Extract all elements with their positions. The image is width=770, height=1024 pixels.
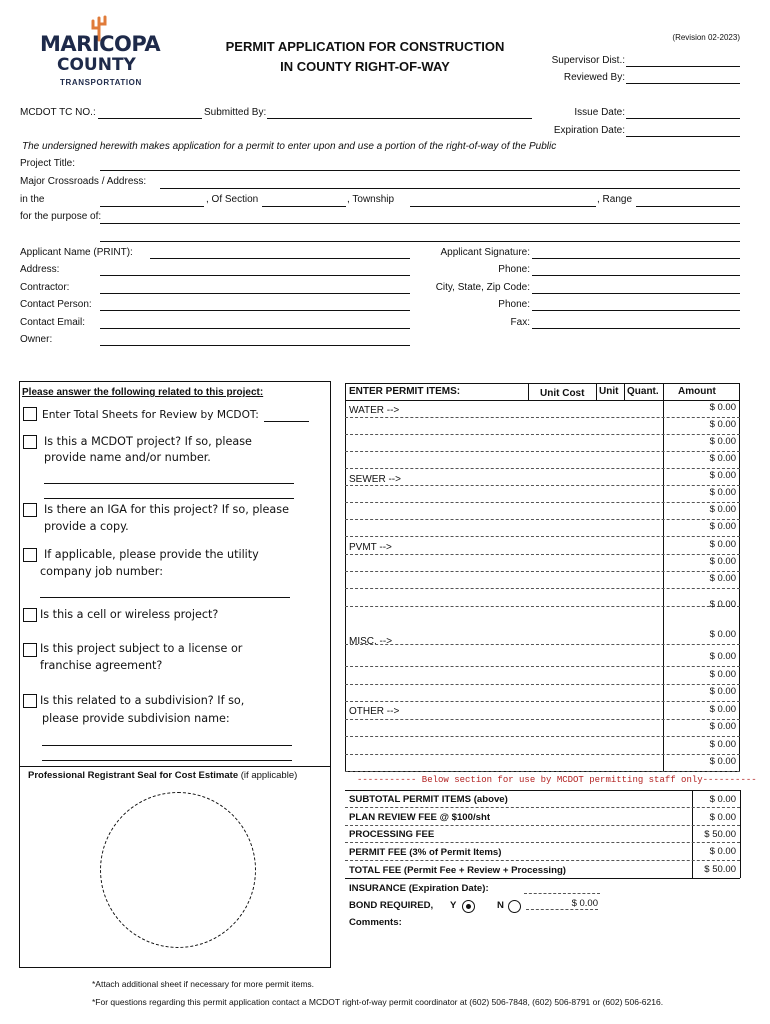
item-amount: $ 0.00	[709, 756, 736, 767]
address-field[interactable]	[100, 275, 410, 276]
logo-line2: COUNTY	[57, 55, 136, 75]
purpose-label: for the purpose of:	[20, 211, 102, 222]
q4-checkbox[interactable]	[23, 548, 37, 562]
q3-text-line1: Is there an IGA for this project? If so, please	[44, 503, 289, 516]
address-label: Address:	[20, 264, 60, 275]
q4-field[interactable]	[40, 597, 290, 598]
q1-checkbox[interactable]	[23, 407, 37, 421]
cat-sewer: SEWER -->	[349, 474, 401, 485]
seal-circle	[100, 792, 256, 948]
fax-field[interactable]	[532, 328, 740, 329]
contact-person-label: Contact Person:	[20, 299, 92, 310]
q3-text-line2: provide a copy.	[44, 520, 129, 533]
item-row[interactable]	[345, 519, 740, 520]
item-amount: $ 0.00	[709, 739, 736, 750]
cat-pvmt: PVMT -->	[349, 542, 392, 553]
item-row[interactable]	[345, 485, 740, 486]
in-the-label: in the	[20, 194, 45, 205]
phone2-field[interactable]	[532, 310, 740, 311]
q6-checkbox[interactable]	[23, 643, 37, 657]
item-amount: $ 0.00	[709, 556, 736, 567]
permit-fee-value: $ 0.00	[709, 846, 736, 857]
permit-fee-label: PERMIT FEE (3% of Permit Items)	[349, 847, 502, 858]
contact-person-field[interactable]	[100, 310, 410, 311]
q3-checkbox[interactable]	[23, 503, 37, 517]
logo-line1: MARICOPA	[40, 32, 161, 56]
range-label: , Range	[597, 194, 633, 205]
item-row[interactable]	[345, 701, 740, 702]
staff-only-note: ----------- Below section for use by MCDOT permitting staff only----------	[357, 775, 757, 785]
processing-label: PROCESSING FEE	[349, 829, 435, 840]
q4-text-line1: If applicable, please provide the utility	[44, 548, 259, 561]
q2-checkbox[interactable]	[23, 435, 37, 449]
of-section-label: , Of Section	[206, 194, 259, 205]
expiration-date-field[interactable]	[626, 136, 740, 137]
bond-no-radio[interactable]	[508, 900, 521, 913]
insurance-field[interactable]	[524, 893, 600, 894]
q6-text-line1: Is this project subject to a license or	[40, 642, 243, 655]
contractor-label: Contractor:	[20, 282, 70, 293]
q2-field-2[interactable]	[44, 498, 294, 499]
owner-field[interactable]	[100, 345, 410, 346]
submitted-by-field[interactable]	[267, 118, 532, 119]
insurance-label: INSURANCE (Expiration Date):	[349, 883, 489, 894]
q7-text-line1: Is this related to a subdivision? If so,	[40, 694, 245, 707]
range-field[interactable]	[636, 206, 740, 207]
phone-label: Phone:	[498, 264, 530, 275]
item-amount: $ 0.00	[709, 487, 736, 498]
q5-checkbox[interactable]	[23, 608, 37, 622]
reviewed-by-label: Reviewed By:	[563, 72, 625, 83]
q2-text-line2: provide name and/or number.	[44, 451, 211, 464]
item-amount: $ 0.00	[709, 721, 736, 732]
item-row[interactable]	[345, 666, 740, 667]
applicant-name-label: Applicant Name (PRINT):	[20, 247, 133, 258]
cat-other: OTHER -->	[349, 706, 400, 717]
item-amount: $ 0.00	[709, 629, 736, 640]
item-row[interactable]	[345, 451, 740, 452]
bond-amount[interactable]: $ 0.00	[526, 898, 598, 910]
item-row[interactable]	[345, 644, 740, 645]
questions-heading: Please answer the following related to this project:	[22, 387, 264, 398]
purpose-field-1[interactable]	[100, 223, 740, 224]
item-amount: $ 0.00	[709, 669, 736, 680]
seal-label-suffix: (if applicable)	[240, 770, 298, 781]
phone2-label: Phone:	[498, 299, 530, 310]
plan-review-value: $ 0.00	[709, 812, 736, 823]
item-amount: $ 0.00	[709, 686, 736, 697]
project-title-label: Project Title:	[20, 158, 76, 169]
cat-water: WATER -->	[349, 405, 400, 416]
supervisor-dist-label: Supervisor Dist.:	[551, 55, 625, 66]
application-statement: The undersigned herewith makes application for a permit to enter upon and use a portion of the right-of-way of the Public	[22, 141, 557, 152]
q5-text: Is this a cell or wireless project?	[40, 608, 219, 621]
col-amount: Amount	[678, 386, 716, 397]
major-crossroads-label: Major Crossroads / Address:	[20, 176, 147, 187]
q1-text: Enter Total Sheets for Review by MCDOT:	[42, 409, 259, 421]
bond-yes-radio[interactable]	[462, 900, 475, 913]
plan-review-label: PLAN REVIEW FEE @ $100/sht	[349, 812, 491, 823]
logo-line3: TRANSPORTATION	[60, 78, 142, 87]
item-amount: $ 0.00	[709, 419, 736, 430]
q7-text-line2: please provide subdivision name:	[42, 712, 230, 725]
reviewed-by-field[interactable]	[626, 83, 740, 84]
item-row[interactable]	[345, 536, 740, 537]
contact-email-field[interactable]	[100, 328, 410, 329]
item-row[interactable]	[345, 468, 740, 469]
q7-checkbox[interactable]	[23, 694, 37, 708]
page-title-line2: IN COUNTY RIGHT-OF-WAY	[280, 59, 450, 74]
item-amount: $ 0.00	[709, 573, 736, 584]
item-amount: $ 0.00	[709, 402, 736, 413]
in-the-field[interactable]	[100, 206, 204, 207]
item-amount: $ 0.00	[709, 599, 736, 610]
seal-label	[28, 770, 297, 781]
item-row[interactable]	[345, 719, 740, 720]
item-row[interactable]	[345, 771, 740, 772]
revision-label: (Revision 02-2023)	[672, 33, 740, 42]
comments-label: Comments:	[349, 917, 402, 928]
city-state-zip-label: City, State, Zip Code:	[435, 282, 530, 293]
item-row[interactable]	[345, 434, 740, 435]
purpose-field-2[interactable]	[100, 241, 740, 242]
q1-sheets-field[interactable]	[264, 421, 309, 422]
q2-field-1[interactable]	[44, 483, 294, 484]
item-row[interactable]	[345, 684, 740, 685]
bond-y-label: Y	[450, 900, 457, 911]
col-quant: Quant.	[627, 386, 659, 397]
city-state-zip-field[interactable]	[532, 293, 740, 294]
item-row[interactable]	[345, 588, 740, 589]
item-row[interactable]	[345, 502, 740, 503]
footer-note-1: *Attach additional sheet if necessary for more permit items.	[92, 979, 315, 989]
submitted-by-label: Submitted By:	[204, 107, 267, 118]
total-fee-label: TOTAL FEE (Permit Fee + Review + Processing)	[349, 865, 566, 876]
contractor-field[interactable]	[100, 293, 410, 294]
item-amount: $ 0.00	[709, 504, 736, 515]
item-amount: $ 0.00	[709, 704, 736, 715]
item-amount: $ 0.00	[709, 651, 736, 662]
col-unit: Unit	[599, 386, 619, 397]
q2-text-line1: Is this a MCDOT project? If so, please	[44, 435, 252, 448]
applicant-name-field[interactable]	[150, 258, 410, 259]
total-fee-value: $ 50.00	[704, 864, 736, 875]
signature-label: Applicant Signature:	[440, 247, 530, 258]
bond-label: BOND REQUIRED,	[349, 900, 434, 911]
footer-note-2: *For questions regarding this permit application contact a MCDOT right-of-way permit coordinator at (602) 506-7848, (602) 506-8791 or (602) 506-6216.	[92, 997, 664, 1007]
major-crossroads-field[interactable]	[160, 188, 740, 189]
q7-field-2[interactable]	[42, 760, 292, 761]
item-amount: $ 0.00	[709, 436, 736, 447]
item-row[interactable]	[345, 754, 740, 755]
item-amount: $ 0.00	[709, 453, 736, 464]
township-label: , Township	[347, 194, 395, 205]
fax-label: Fax:	[510, 317, 530, 328]
issue-date-field[interactable]	[626, 118, 740, 119]
expiration-date-label: Expiration Date:	[553, 125, 625, 136]
processing-value: $ 50.00	[704, 829, 736, 840]
seal-label-main: Professional Registrant Seal for Cost Estimate	[28, 770, 239, 781]
item-amount: $ 0.00	[709, 470, 736, 481]
bond-n-label: N	[497, 900, 504, 911]
mcdot-tc-no-field[interactable]	[98, 118, 202, 119]
phone-field[interactable]	[532, 275, 740, 276]
q7-field-1[interactable]	[42, 745, 292, 746]
item-row[interactable]	[345, 571, 740, 572]
subtotal-value: $ 0.00	[709, 794, 736, 805]
owner-label: Owner:	[20, 334, 53, 345]
items-heading: ENTER PERMIT ITEMS:	[349, 386, 461, 397]
issue-date-label: Issue Date:	[574, 107, 625, 118]
col-unit-cost: Unit Cost	[540, 388, 585, 399]
item-amount: $ 0.00	[709, 539, 736, 550]
item-row[interactable]	[345, 736, 740, 737]
supervisor-dist-field[interactable]	[626, 66, 740, 67]
section-field[interactable]	[262, 206, 346, 207]
q4-text-line2: company job number:	[40, 565, 163, 578]
item-row[interactable]	[345, 554, 740, 555]
township-field[interactable]	[410, 206, 596, 207]
page-title-line1: PERMIT APPLICATION FOR CONSTRUCTION	[225, 39, 505, 54]
subtotal-label: SUBTOTAL PERMIT ITEMS (above)	[349, 794, 508, 805]
item-row[interactable]	[345, 417, 740, 418]
signature-field[interactable]	[532, 258, 740, 259]
q6-text-line2: franchise agreement?	[40, 659, 163, 672]
cat-misc: MISC. -->	[349, 636, 393, 647]
project-title-field[interactable]	[100, 170, 740, 171]
mcdot-tc-no-label: MCDOT TC NO.:	[20, 107, 96, 118]
contact-email-label: Contact Email:	[20, 317, 86, 328]
item-amount: $ 0.00	[709, 521, 736, 532]
